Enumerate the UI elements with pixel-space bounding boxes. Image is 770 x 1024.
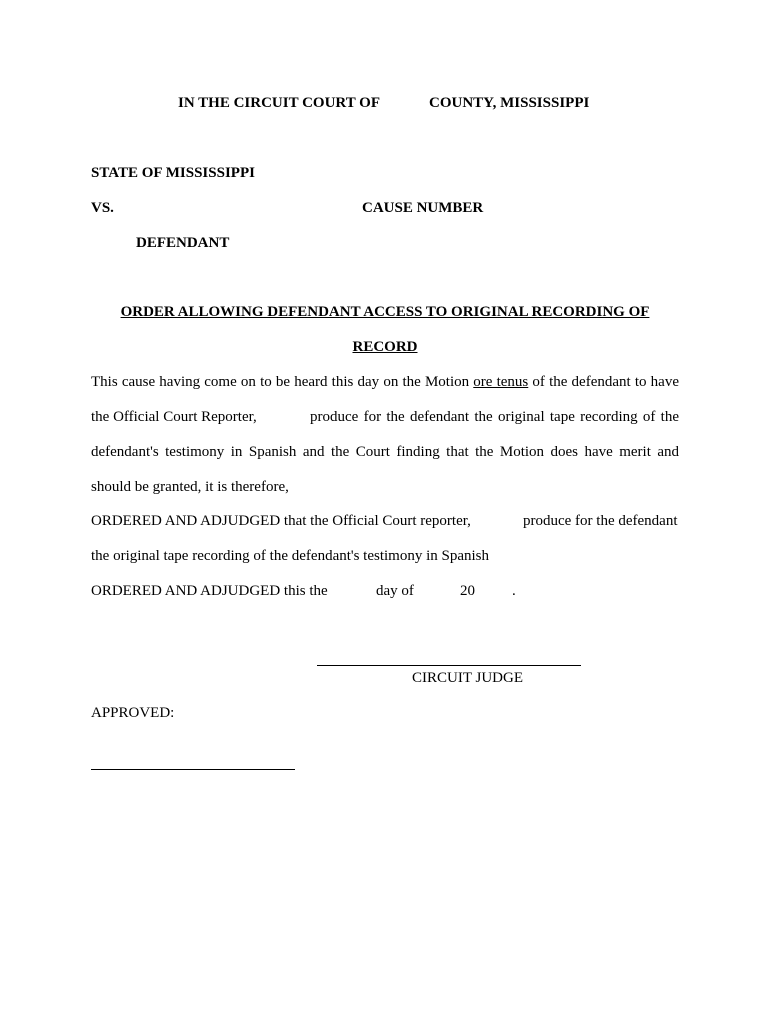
order-title-line-1: ORDER ALLOWING DEFENDANT ACCESS TO ORIGINAL RECORDING OF (120, 304, 650, 320)
court-name-suffix: COUNTY, MISSISSIPPI (429, 95, 590, 111)
ordered-produce-text: produce for the defendant (523, 513, 678, 529)
produce-text: produce for the defendant the original tape recording of the (310, 409, 679, 425)
approval-signature-line (91, 769, 295, 770)
versus-label: VS. (91, 200, 114, 216)
court-reporter-label: the Official Court Reporter, (91, 409, 257, 425)
cause-number-label: CAUSE NUMBER (362, 200, 484, 216)
circuit-judge-label: CIRCUIT JUDGE (412, 670, 523, 686)
year-prefix: 20 (460, 583, 475, 599)
ordered-reporter-text: ORDERED AND ADJUDGED that the Official Court reporter, (91, 513, 471, 529)
paragraph-1-line-3: defendant's testimony in Spanish and the Court finding that the Motion does have merit and (91, 444, 679, 460)
paragraph-1-line-4: should be granted, it is therefore, (91, 479, 289, 495)
motion-text-start: This cause having come on to be heard this day on the Motion (91, 374, 474, 390)
plaintiff-name: STATE OF MISSISSIPPI (91, 165, 255, 181)
ordered-date-text: ORDERED AND ADJUDGED this the (91, 583, 328, 599)
defendant-label: DEFENDANT (136, 235, 230, 251)
ore-tenus-term: ore tenus (473, 374, 529, 390)
judge-signature-line (317, 665, 581, 666)
motion-text-end: of the defendant to have (528, 374, 679, 390)
day-of-label: day of (376, 583, 414, 599)
court-name-prefix: IN THE CIRCUIT COURT OF (178, 95, 381, 111)
paragraph-2-line-2: the original tape recording of the defendant's testimony in Spanish (91, 548, 490, 564)
paragraph-1-line-1 (91, 373, 679, 391)
approved-label: APPROVED: (91, 705, 175, 721)
order-title-line-2: RECORD (352, 339, 418, 355)
date-period: . (512, 583, 516, 599)
